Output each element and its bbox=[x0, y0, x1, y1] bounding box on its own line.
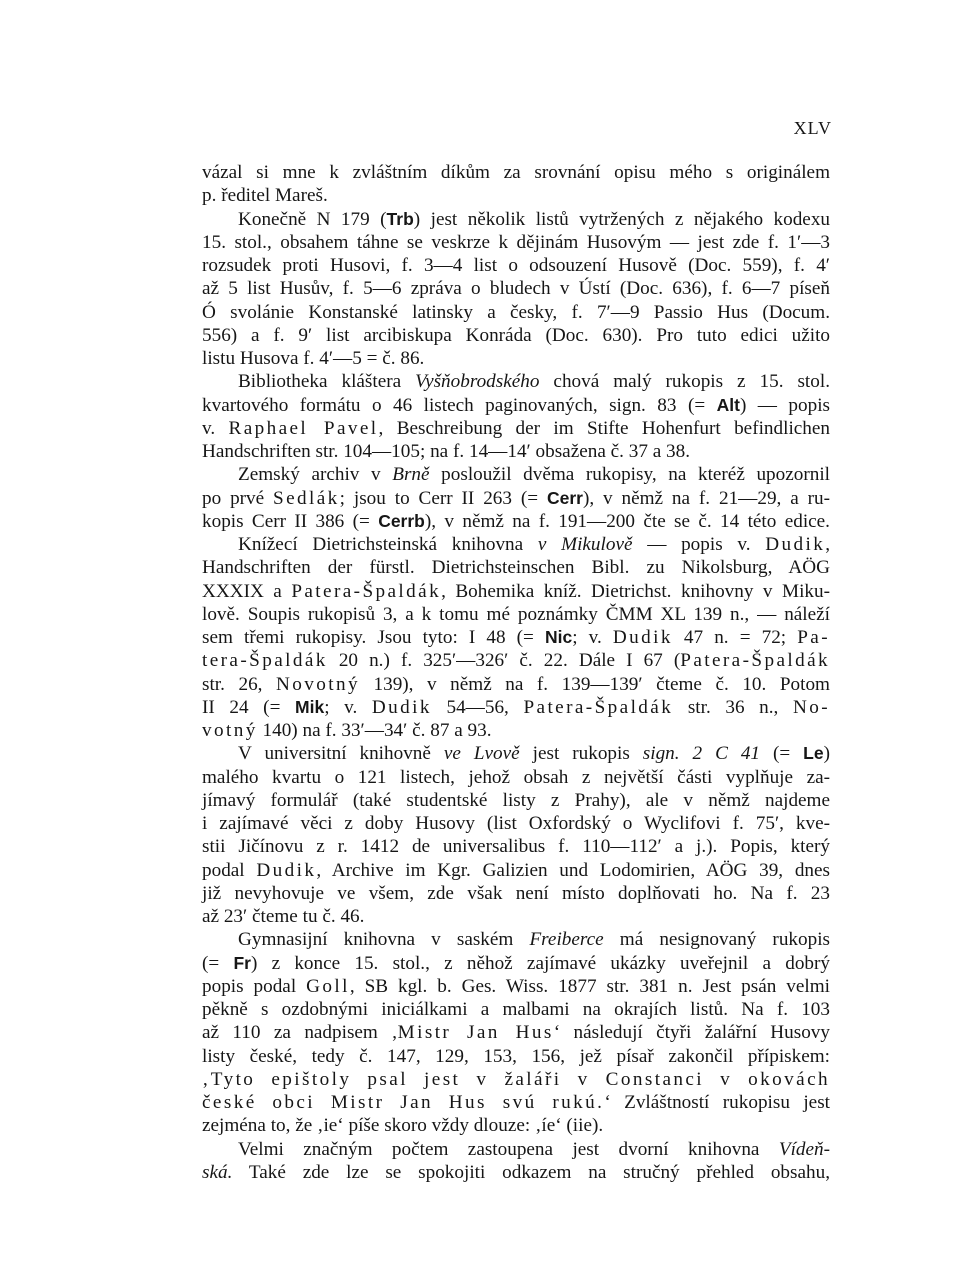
text-line bbox=[202, 928, 830, 951]
text-run: již nevyhovuje ve všem, zde však není místo doplňovati ho. Na f. 23 bbox=[202, 882, 830, 904]
text-run: stii Jičínovu z r. 1412 de universalibus f. 110—112′ a j.). Popis, který bbox=[202, 836, 830, 858]
text-run: jest rukopis bbox=[519, 743, 643, 765]
spaced-name: Patera-Špaldák bbox=[680, 650, 830, 672]
text-line bbox=[202, 440, 830, 463]
text-line bbox=[202, 673, 830, 696]
text-run: ) jest několik listů vytržených z nějakého kodexu bbox=[413, 208, 831, 230]
text-run: ) bbox=[823, 743, 830, 765]
text-run: Zemský archiv v bbox=[238, 464, 393, 486]
page-number: XLV bbox=[793, 118, 832, 138]
italic-text: v Mikulově bbox=[537, 534, 633, 555]
spaced-name: Dudik bbox=[256, 859, 317, 881]
text-run: zejména to, že ‚ie‘ píše skoro vždy dlouze: ‚íe‘ (iie). bbox=[202, 1115, 604, 1137]
text-line bbox=[202, 417, 830, 440]
bold-siglum: Trb bbox=[386, 208, 414, 229]
text-run: str. 26, bbox=[202, 673, 276, 695]
italic-text: ve Lvově bbox=[443, 743, 520, 765]
text-line bbox=[202, 394, 830, 417]
text-run: ) z konce 15. stol., z něhož zajímavé ukázky uveřejnil a dobrý bbox=[250, 952, 830, 974]
text-line bbox=[202, 905, 830, 928]
text-line bbox=[202, 277, 830, 300]
text-line bbox=[202, 1161, 830, 1184]
text-run: ), v němž na f. 191—200 čte se č. 14 této edice. bbox=[424, 510, 830, 532]
text-run: lově. Soupis rukopisů 3, a k tomu mé poznámky ČMM XL 139 n., — náleží bbox=[202, 603, 830, 625]
text-line bbox=[202, 766, 830, 789]
text-run: , SB kgl. b. Ges. Wiss. 1877 str. 381 n. Jest psán velmi bbox=[349, 975, 830, 997]
italic-text: ská. bbox=[202, 1161, 233, 1183]
text-line bbox=[202, 510, 830, 533]
text-line bbox=[202, 882, 830, 905]
text-line bbox=[202, 603, 830, 626]
text-line bbox=[202, 301, 830, 324]
text-run: kopis Cerr II 386 (= bbox=[202, 510, 379, 532]
spaced-name: Patera-Špaldák bbox=[523, 696, 674, 718]
text-line bbox=[202, 859, 830, 882]
text-run: ) — popis bbox=[739, 394, 830, 416]
text-run: 54—56, bbox=[431, 696, 524, 718]
text-line bbox=[202, 835, 830, 858]
text-line bbox=[202, 1045, 830, 1068]
text-run: má nesignovaný rukopis bbox=[603, 929, 830, 951]
text-run: posloužil dvěma rukopisy, na kteréž upozornil bbox=[429, 464, 830, 486]
page-body bbox=[202, 161, 830, 1184]
italic-text: Vyšňobrodského bbox=[415, 371, 540, 393]
text-run: , bbox=[825, 534, 830, 555]
spaced-name: Dudik bbox=[765, 534, 826, 555]
text-run: ; v. bbox=[324, 696, 372, 718]
text-line bbox=[202, 719, 830, 742]
spaced-name: Goll bbox=[306, 975, 350, 997]
text-run: (= bbox=[202, 952, 234, 974]
text-run: p. ředitel Mareš. bbox=[202, 185, 328, 207]
italic-text: sign. 2 C 41 bbox=[642, 743, 761, 765]
text-line bbox=[202, 161, 830, 184]
text-run: ; v. bbox=[572, 627, 613, 648]
text-run: listy české, tedy č. 147, 129, 153, 156, jež písař zakončil přípiskem: bbox=[202, 1045, 830, 1067]
text-run: vázal si mne k zvláštním díkům za srovnání opisu mého s originálem bbox=[202, 162, 830, 183]
spaced-name: Dudik bbox=[371, 696, 432, 718]
text-run: listu Husova f. 4′—5 = č. 86. bbox=[202, 348, 425, 369]
text-line bbox=[202, 370, 830, 393]
italic-text: Vídeň- bbox=[778, 1138, 830, 1160]
text-run: ‘ Zvláštností rukopisu jest bbox=[604, 1092, 830, 1113]
bold-siglum: Alt bbox=[716, 394, 740, 415]
text-run: Handschriften der fürstl. Dietrichsteinschen Bibl. zu Nikolsburg, AÖG bbox=[202, 557, 830, 579]
spaced-name: tera-Špaldák bbox=[202, 650, 328, 672]
text-line bbox=[202, 533, 830, 556]
text-run: str. 36 n., bbox=[673, 696, 793, 718]
text-line bbox=[202, 975, 830, 998]
text-run: malého kvartu o 121 listech, jehož obsah z největší části vyplňuje za- bbox=[202, 766, 830, 788]
spaced-name: No- bbox=[792, 696, 830, 718]
text-run: i zajímavé věci z doby Husovy (list Oxfordský o Wyclifovi f. 75′, kve- bbox=[202, 813, 830, 834]
text-run: Bibliotheka kláštera bbox=[238, 371, 416, 393]
text-line bbox=[202, 742, 830, 765]
text-line bbox=[202, 556, 830, 579]
text-line bbox=[202, 998, 830, 1021]
italic-text: Brně bbox=[392, 464, 430, 486]
italic-text: Freiberce bbox=[529, 929, 604, 951]
text-run: 556) a f. 9′ list arcibiskupa Konráda (Doc. 630). Pro tuto edici užito bbox=[202, 324, 830, 346]
text-run: 20 n.) f. 325′—326′ č. 22. Dále I 67 ( bbox=[327, 650, 681, 672]
text-line bbox=[202, 812, 830, 835]
text-line bbox=[202, 789, 830, 812]
text-run: Ó svolánie Konstanské latinsky a česky, f. 7′—9 Passio Hus (Docum. bbox=[202, 301, 830, 323]
spaced-name: Patera-Špaldák bbox=[291, 580, 442, 602]
text-run: Knížecí Dietrichsteinská knihovna bbox=[238, 534, 538, 555]
text-run: Handschriften str. 104—105; na f. 14—14′ obsažena č. 37 a 38. bbox=[202, 441, 691, 462]
bold-siglum: Cerrb bbox=[378, 510, 425, 531]
spaced-name: Mistr Jan Hus bbox=[397, 1022, 554, 1044]
text-line bbox=[202, 254, 830, 277]
spaced-name: Sedlák bbox=[273, 487, 340, 509]
spaced-name: Pa- bbox=[797, 627, 830, 648]
text-line bbox=[202, 1021, 830, 1044]
text-run: chová malý rukopis z 15. stol. bbox=[539, 371, 830, 393]
text-run: až 5 list Husův, f. 5—6 zpráva o bludech v Ústí (Doc. 636), f. 6—7 píseň bbox=[202, 278, 830, 300]
text-line bbox=[202, 487, 830, 510]
text-run: jímavý formulář (také studentské listy z Prahy), ale v němž najdeme bbox=[202, 789, 830, 811]
text-line bbox=[202, 231, 830, 254]
text-run: popis podal bbox=[202, 975, 307, 997]
text-run: , Beschreibung der im Stifte Hohenfurt befindlichen bbox=[378, 417, 830, 439]
text-run: Velmi značným počtem zastoupena jest dvorní knihovna bbox=[238, 1138, 779, 1160]
text-run: ‘ následují čtyři žalářní Husovy bbox=[553, 1022, 830, 1044]
text-line bbox=[202, 952, 830, 975]
bold-siglum: Nic bbox=[544, 627, 573, 647]
text-line bbox=[202, 580, 830, 603]
bold-siglum: Mik bbox=[295, 696, 325, 717]
text-run: 47 n. = 72; bbox=[672, 627, 798, 648]
text-run: kvartového formátu o 46 listech paginovaných, sign. 83 (= bbox=[202, 394, 717, 416]
text-run: v. bbox=[202, 417, 229, 439]
text-run: Gymnasijní knihovna v saském bbox=[238, 929, 530, 951]
text-line bbox=[202, 696, 830, 719]
text-run: 15. stol., obsahem táhne se veskrze k dějinám Husovým — jest zde f. 1′—3 bbox=[202, 231, 830, 253]
text-run: podal bbox=[202, 859, 257, 881]
text-run: 140) na f. 33′—34′ č. 87 a 93. bbox=[257, 720, 492, 741]
text-run: Také zde lze se spokojiti odkazem na stručný přehled obsahu, bbox=[232, 1161, 830, 1183]
text-run: rozsudek proti Husovi, f. 3—4 list o odsouzení Husově (Doc. 559), f. 4′ bbox=[202, 255, 830, 276]
text-run: pěkně s ozdobnými iniciálkami a malbami na okrajích listů. Na f. 103 bbox=[202, 999, 830, 1020]
bold-siglum: Cerr bbox=[546, 487, 583, 508]
text-run: 139), v němž na f. 139—139′ čteme č. 10. Potom bbox=[359, 673, 830, 695]
text-run: ), v němž na f. 21—29, a ru- bbox=[582, 487, 830, 509]
text-run: ; jsou to Cerr II 263 (= bbox=[339, 487, 547, 509]
spaced-name: votný bbox=[202, 720, 258, 741]
text-line bbox=[202, 1068, 830, 1091]
text-line bbox=[202, 208, 830, 231]
text-run: sem třemi rukopisy. Jsou tyto: I 48 (= bbox=[202, 627, 545, 648]
text-run: až 23′ čteme tu č. 46. bbox=[202, 906, 365, 927]
bold-siglum: Le bbox=[803, 743, 824, 764]
spaced-name: Raphael Pavel bbox=[228, 417, 379, 439]
text-run: V universitní knihovně bbox=[238, 743, 444, 765]
text-line bbox=[202, 184, 830, 207]
text-run: po prvé bbox=[202, 487, 274, 509]
text-line bbox=[202, 1138, 830, 1161]
text-line bbox=[202, 1091, 830, 1114]
text-line bbox=[202, 324, 830, 347]
text-run: až 110 za nadpisem ‚ bbox=[202, 1022, 398, 1044]
text-run: , Bohemika kníž. Dietrichst. knihovny v Miku- bbox=[441, 580, 830, 602]
text-run: II 24 (= bbox=[202, 696, 296, 718]
text-line bbox=[202, 1114, 830, 1137]
text-run: , Archive im Kgr. Galizien und Lodomirien, AÖG 39, dnes bbox=[316, 859, 830, 881]
text-line bbox=[202, 649, 830, 672]
spaced-name: Dudik bbox=[612, 627, 673, 648]
text-line bbox=[202, 347, 830, 370]
bold-siglum: Fr bbox=[233, 952, 251, 973]
text-line bbox=[202, 463, 830, 486]
spaced-name: Novotný bbox=[276, 673, 360, 695]
text-run: Konečně N 179 ( bbox=[238, 208, 387, 230]
text-run: XXXIX a bbox=[202, 580, 292, 602]
text-run: (= bbox=[760, 743, 804, 765]
spaced-name: ‚Tyto epištoly psal jest v žaláři v Constanci v okovách bbox=[202, 1068, 830, 1090]
text-run: — popis v. bbox=[632, 534, 766, 555]
text-line bbox=[202, 626, 830, 649]
spaced-name: české obci Mistr Jan Hus svú rukú. bbox=[202, 1092, 605, 1113]
